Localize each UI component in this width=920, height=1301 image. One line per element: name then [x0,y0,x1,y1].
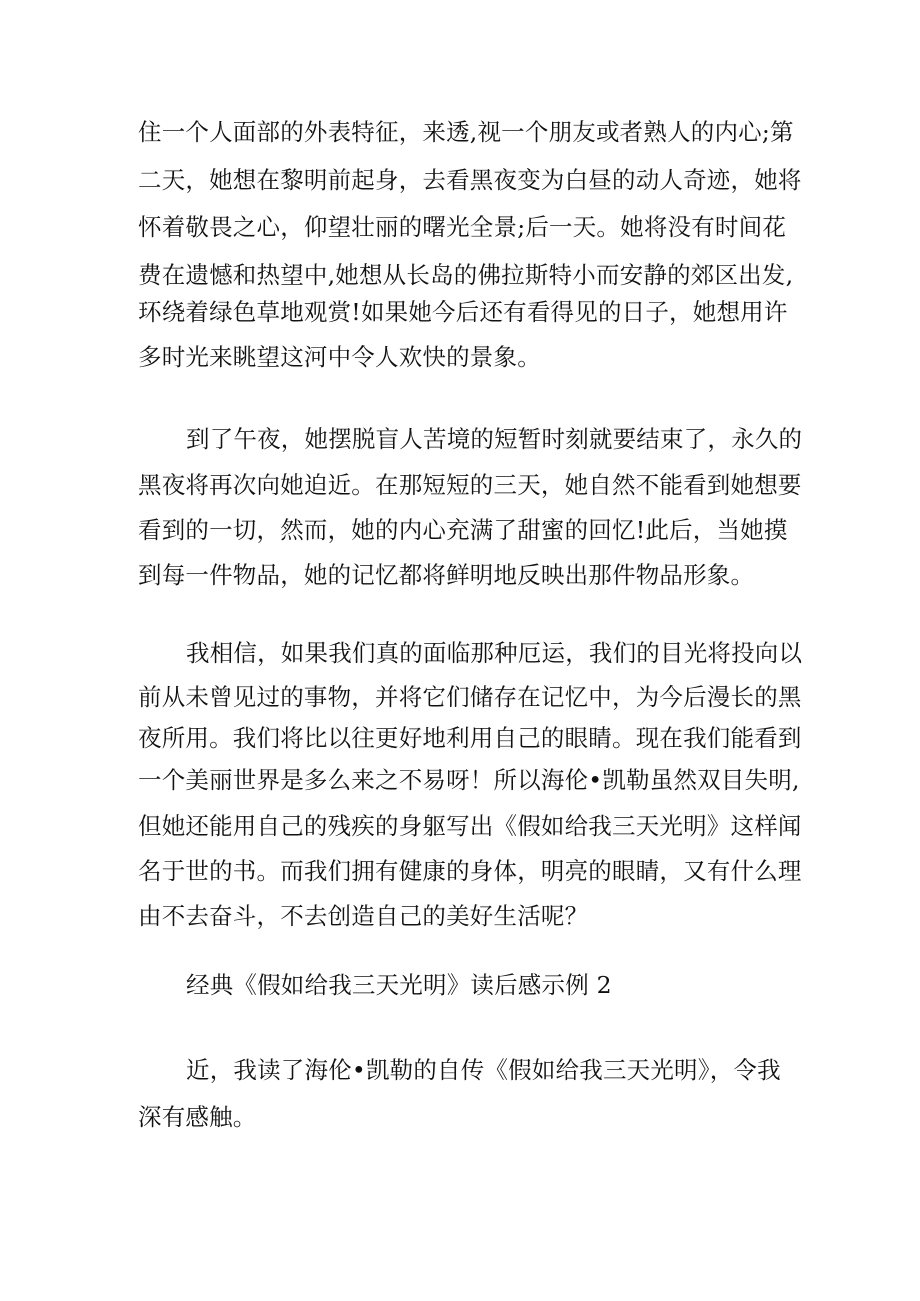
paragraph-1-line-5: 环绕着绿色草地观赏!如果她今后还有看得见的日子，她想用许 [138,298,788,326]
paragraph-4-line-2: 深有感触。 [138,1103,257,1131]
paragraph-3-line-2: 前从未曾见过的事物，并将它们储存在记忆中，为今后漫长的黑 [138,683,802,711]
paragraph-3-line-4: 一个美丽世界是多么来之不易呀！所以海伦•凯勒虽然双目失明, [138,766,800,794]
paragraph-1-line-1: 住一个人面部的外表特征，来透,视一个朋友或者熟人的内心;第 [138,118,794,146]
paragraph-2-line-3: 看到的一切，然而，她的内心充满了甜蜜的回忆!此后，当她摸 [138,516,788,544]
paragraph-3-line-7: 由不去奋斗，不去创造自己的美好生活呢？ [138,902,589,930]
paragraph-3-line-3: 夜所用。我们将比以往更好地利用自己的眼睛。现在我们能看到 [138,724,802,752]
paragraph-3-line-1: 我相信，如果我们真的面临那种厄运，我们的目光将投向以 [186,639,803,667]
paragraph-1-line-4: 费在遗憾和热望中,她想从长岛的佛拉斯特小而安静的郊区出发, [138,261,794,289]
paragraph-1-line-3: 怀着敬畏之心，仰望壮丽的曙光全景;后一天。她将没有时间花 [138,213,787,241]
paragraph-1-line-2: 二天，她想在黎明前起身，去看黑夜变为白昼的动人奇迹，她将 [138,166,802,194]
paragraph-2-line-1: 到了午夜，她摆脱盲人苦境的短暂时刻就要结束了，永久的 [186,425,803,453]
paragraph-3-line-5: 但她还能用自己的残疾的身躯写出《假如给我三天光明》这样闻 [138,812,802,840]
paragraph-2-line-4: 到每一件物品，她的记忆都将鲜明地反映出那件物品形象。 [138,561,755,589]
section-heading: 经典《假如给我三天光明》读后感示例 2 [186,971,612,999]
paragraph-1-line-6: 多时光来眺望这河中令人欢快的景象。 [138,343,541,371]
paragraph-4-line-1: 近，我读了海伦•凯勒的自传《假如给我三天光明》，令我 [186,1056,781,1084]
paragraph-2-line-2: 黑夜将再次向她迫近。在那短短的三天，她自然不能看到她想要 [138,471,802,499]
paragraph-3-line-6: 名于世的书。而我们拥有健康的身体，明亮的眼睛，又有什么理 [138,857,802,885]
